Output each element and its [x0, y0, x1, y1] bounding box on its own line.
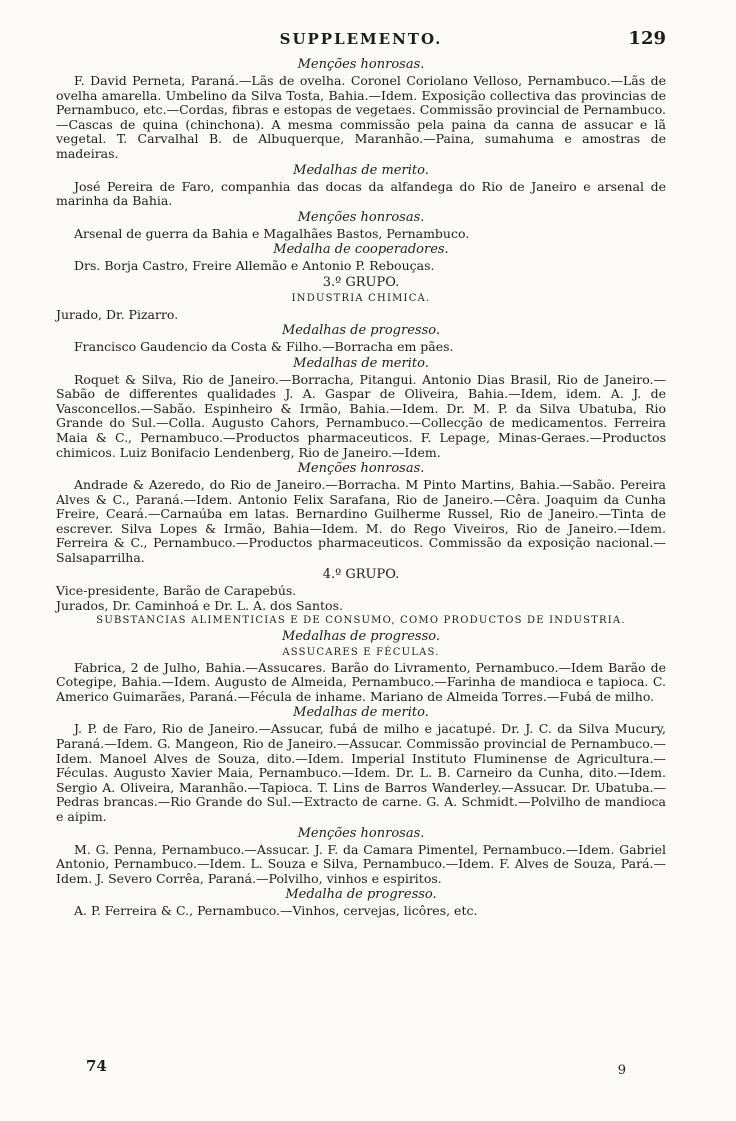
paragraph: M. G. Penna, Pernambuco.—Assucar. J. F. da Camara Pimentel, Pernambuco.—Idem. Gabriel Antonio, Pernambuco.—Idem. L. Souza e Silva, Pernambuco.—Idem. F. Alves de Souza, Pará.—Idem. J. Severo Corrêa, Paraná.—Polvilho, vinhos e espiritos.	[56, 841, 666, 886]
signature-mark-right: 9	[617, 1063, 626, 1078]
running-title: SUPPLEMENTO.	[279, 30, 443, 48]
signature-mark-left: 74	[86, 1057, 107, 1075]
section-heading: Medalha de cooperadores.	[273, 242, 449, 258]
paragraph: Andrade & Azeredo, do Rio de Janeiro.—Borracha. M Pinto Martins, Bahia.—Sabão. Pereira Alves & C., Paraná.—Idem. Antonio Felix Sarafana, Rio de Janeiro.—Cêra. Joaquim da Cunha Freire, Ceará.—Carnaúba em latas. Bernardino Guilherme Russel, Rio de Janeiro.—Tinta de escrever. Silva Lopes & Irmão, Bahia—Idem. M. do Rego Viveiros, Rio de Janeiro.—Idem. Ferreira & C., Pernambuco.—Productos pharmaceuticos. Commissão da exposição nacional.—Salsaparrilha.	[56, 477, 666, 566]
page-header	[56, 30, 666, 56]
section-heading: Menções honrosas.	[297, 209, 425, 225]
group-subtitle: INDUSTRIA CHIMICA.	[291, 292, 431, 304]
paragraph: Roquet & Silva, Rio de Janeiro.—Borracha, Pitangui. Antonio Dias Brasil, Rio de Janeiro.—Sabão de differentes qualidades J. A. Gaspar de Oliveira, Bahia.—Idem, idem. A. J. de Vasconcellos.—Sabão. Espinheiro & Irmão, Bahia.—Idem. Dr. M. P. da Silva Ubatuba, Rio Grande do Sul.—Colla. Augusto Cahors, Pernambuco.—Collecção de medicamentos. Ferreira Maia & C., Pernambuco.—Productos pharmaceuticos. F. Lepage, Minas-Geraes.—Productos chimicos. Luiz Bonifacio Lendenberg, Rio de Janeiro.—Idem.	[56, 371, 666, 460]
section-heading: Medalhas de progresso.	[282, 628, 440, 644]
paragraph: J. P. de Faro, Rio de Janeiro.—Assucar, fubá de milho e jacatupé. Dr. J. C. da Silva Mucury, Paraná.—Idem. G. Mangeon, Rio de Janeiro.—Assucar. Commissão provincial de Pernambuco.—Idem. Manoel Alves de Souza, dito.—Idem. Imperial Instituto Fluminense de Agricultura.—Féculas. Augusto Xavier Maia, Pernambuco.—Idem. Dr. L. B. Carneiro da Cunha, dito.—Idem. Sergio A. Oliveira, Maranhão.—Tapioca. T. Lins de Barros Wanderley.—Assucar. Dr. Ubatuba.—Pedras brancas.—Rio Grande do Sul.—Extracto de carne. G. A. Schmidt.—Polvilho de mandioca e aipim.	[56, 721, 666, 824]
section-heading: Medalhas de merito.	[293, 355, 429, 371]
paragraph: Arsenal de guerra da Bahia e Magalhães Bastos, Pernambuco.	[74, 225, 470, 241]
jury-line: Jurado, Dr. Pizarro.	[56, 306, 179, 322]
paragraph: F. David Perneta, Paraná.—Lãs de ovelha. Coronel Coriolano Velloso, Pernambuco.—Lãs de ovelha amarella. Umbelino da Silva Tosta, Bahia.—Idem. Exposição collectiva das provincias de Pernambuco, etc.—Cordas, fibras e estopas de vegetaes. Commissão provincial de Pernambuco.—Cascas de quina (chinchona). A mesma commissão pela paina da canna de assucar e lã vegetal. T. Carvalhal B. de Albuquerque, Maranhão.—Paina, sumahuma e amostras de madeiras.	[56, 73, 666, 161]
jury-line: Jurados, Dr. Caminhoá e Dr. L. A. dos Santos.	[56, 597, 343, 613]
paragraph: Fabrica, 2 de Julho, Bahia.—Assucares. Barão do Livramento, Pernambuco.—Idem Barão de Cotegipe, Bahia.—Idem. Augusto de Almeida, Pernambuco.—Farinha de mandioca e tapioca. C. Americo Guimarães, Paraná.—Fécula de inhame. Mariano de Almeida Torres.—Fubá de milho.	[56, 659, 666, 704]
paragraph: A. P. Ferreira & C., Pernambuco.—Vinhos, cervejas, licôres, etc.	[74, 903, 478, 919]
section-heading: Medalhas de merito.	[293, 162, 429, 178]
section-heading: Medalhas de merito.	[293, 705, 429, 721]
page-number: 129	[628, 28, 666, 49]
section-heading: Menções honrosas.	[297, 57, 425, 72]
subsection-title: ASSUCARES E FÉCULAS.	[282, 646, 440, 658]
group-subtitle: SUBSTANCIAS ALIMENTICIAS E DE CONSUMO, COMO PRODUCTOS DE INDUSTRIA.	[96, 614, 626, 626]
document-page	[56, 30, 666, 919]
paragraph: Francisco Gaudencio da Costa & Filho.—Borracha em pães.	[74, 338, 454, 354]
section-heading: Medalha de progresso.	[285, 887, 437, 903]
group-title: 3.º GRUPO.	[322, 274, 400, 290]
section-heading: Menções honrosas.	[297, 825, 425, 841]
paragraph: Drs. Borja Castro, Freire Allemão e Antonio P. Rebouças.	[74, 258, 435, 274]
section-heading: Menções honrosas.	[297, 461, 425, 477]
group-title: 4.º GRUPO.	[322, 566, 400, 582]
section-heading: Medalhas de progresso.	[282, 322, 440, 338]
vice-president-line: Vice-presidente, Barão de Carapebús.	[56, 582, 297, 598]
page-footer	[86, 1057, 626, 1087]
paragraph: José Pereira de Faro, companhia das docas da alfandega do Rio de Janeiro e arsenal de marinha da Bahia.	[56, 178, 666, 209]
